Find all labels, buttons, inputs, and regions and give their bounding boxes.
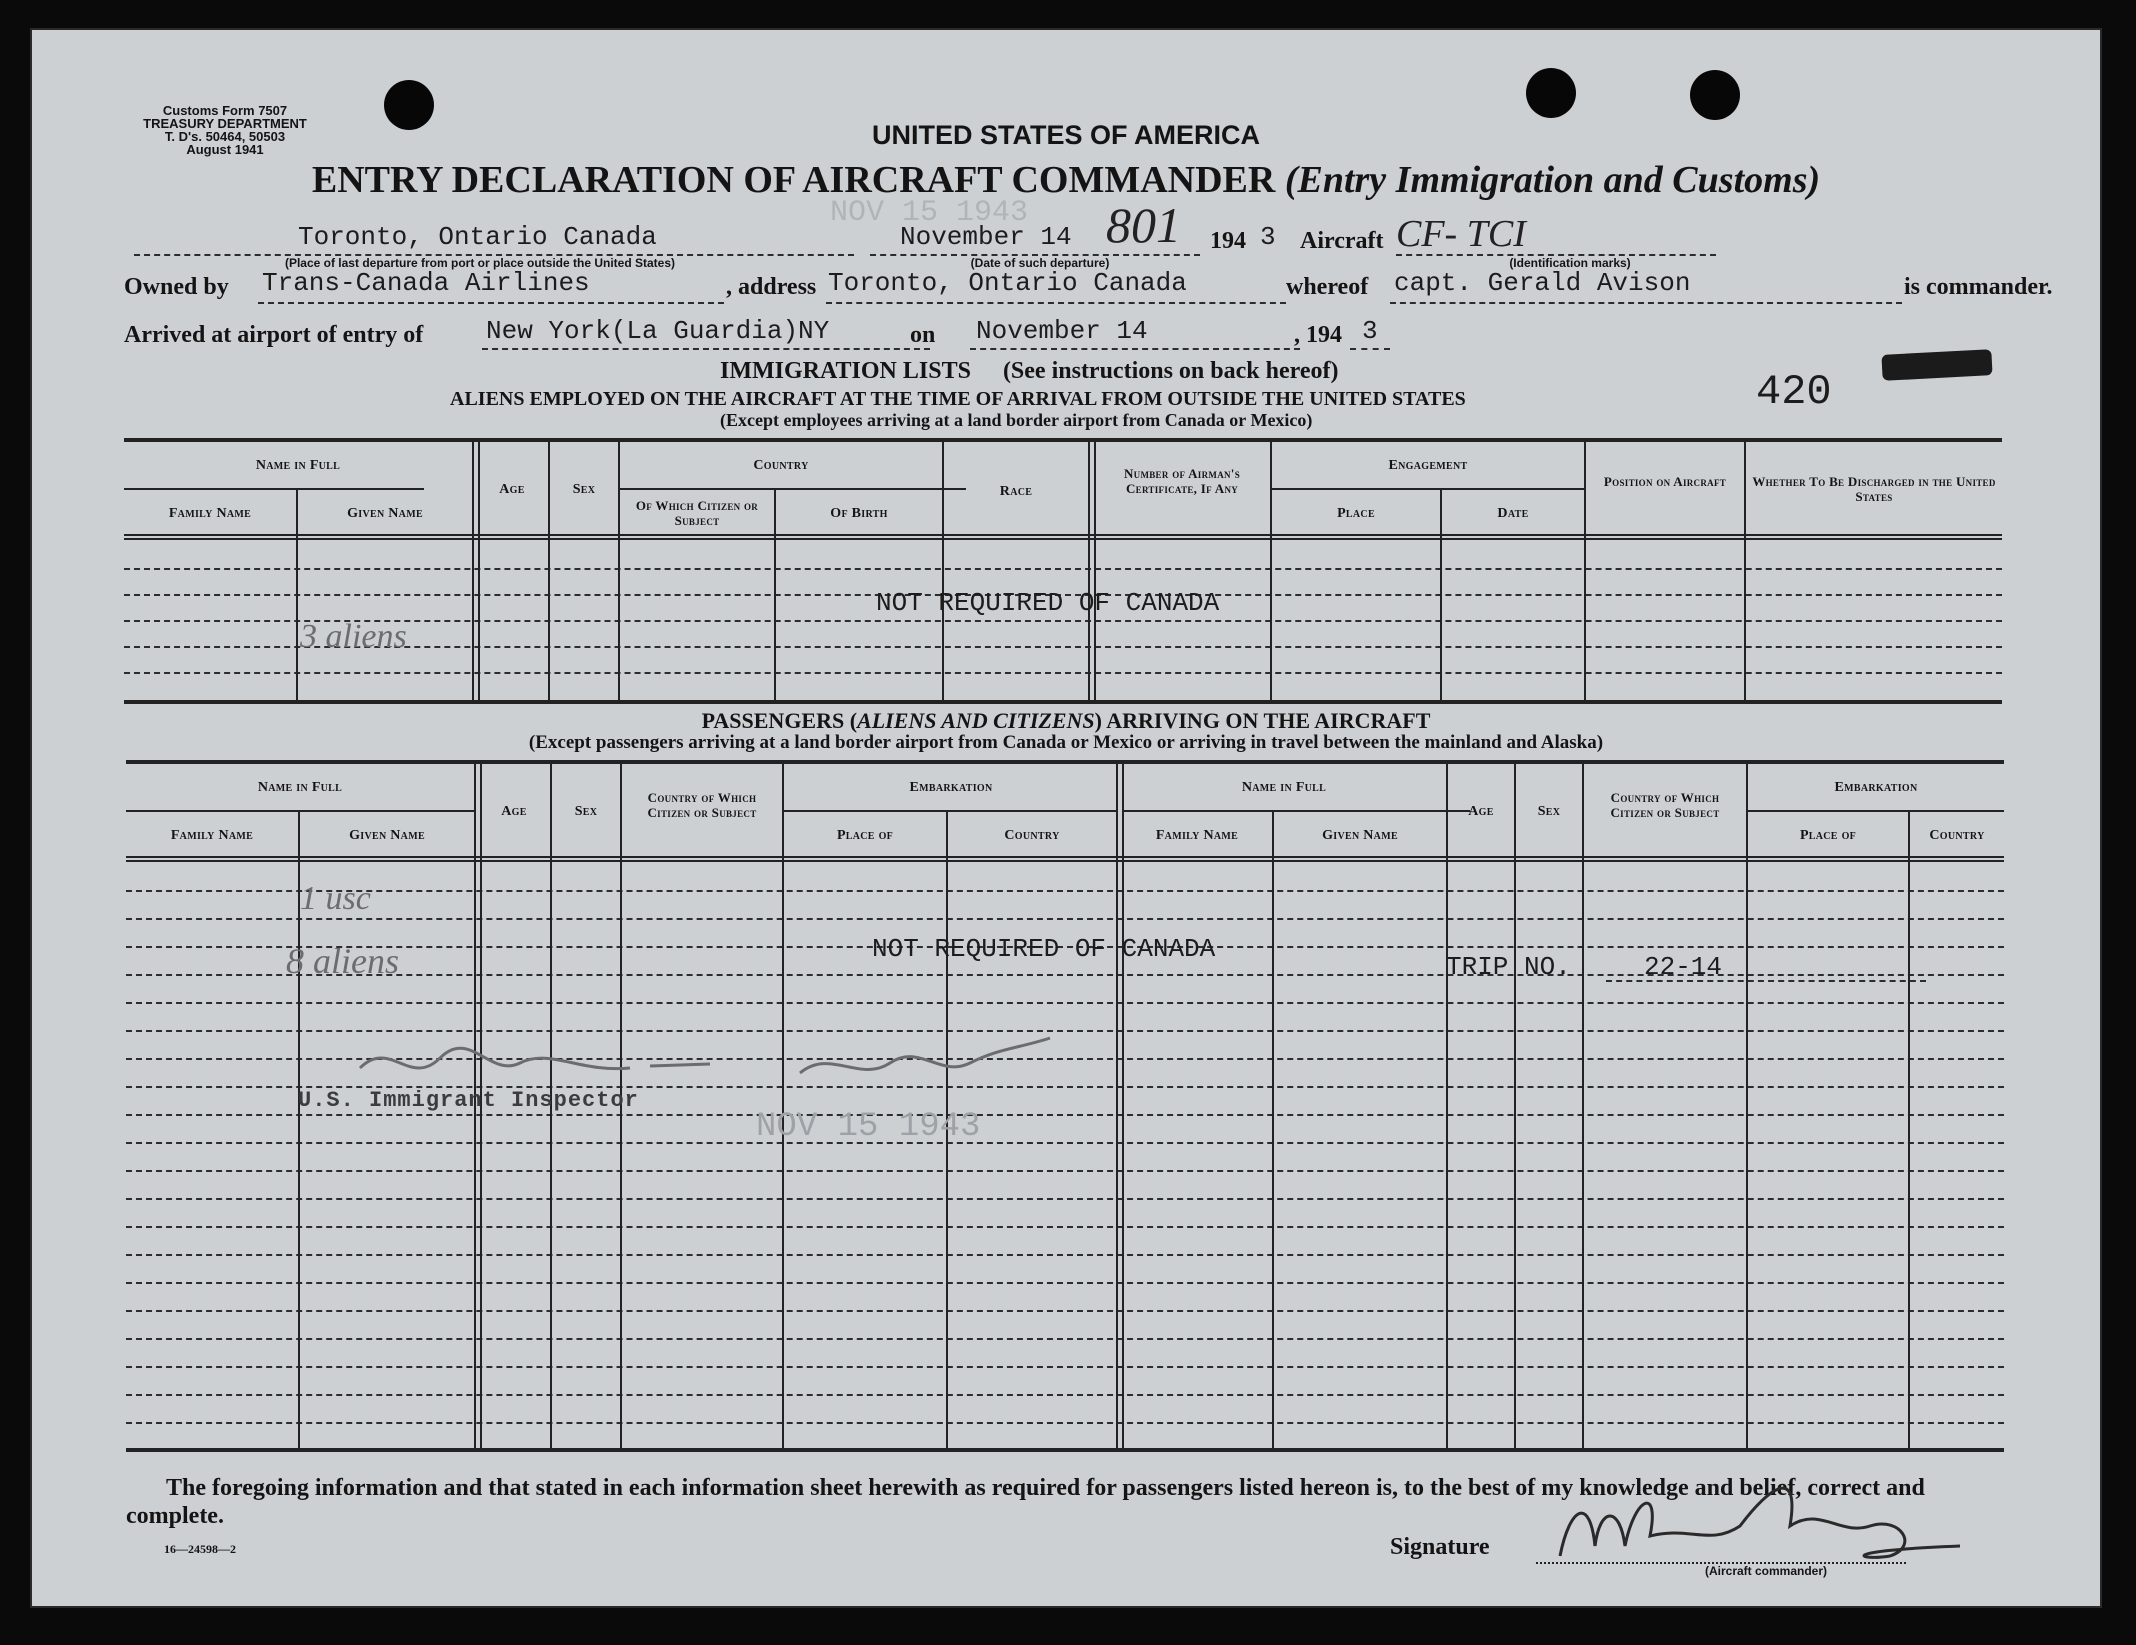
th-p2-age: Age <box>1468 804 1494 819</box>
aircraft-marks: CF- TCI <box>1396 213 1526 255</box>
th-family-name: Family Name <box>168 506 252 521</box>
handwritten-number: 801 <box>1106 197 1181 253</box>
th-of-birth: Of Birth <box>830 506 888 521</box>
th-p2-given-name: Given Name <box>1322 828 1398 843</box>
commander-signature <box>1540 1466 1980 1576</box>
th-p-place-of: Place of <box>836 828 894 843</box>
country-heading: UNITED STATES OF AMERICA <box>872 120 1260 150</box>
th-p-given-name: Given Name <box>349 828 425 843</box>
aircraft-caption: (Identification marks) <box>1509 256 1631 270</box>
th-engagement: Engagement <box>1388 458 1468 473</box>
owner-name: Trans-Canada Airlines <box>262 268 590 298</box>
crew-handwritten-note: 3 aliens <box>300 618 407 655</box>
aircraft-label: Aircraft <box>1300 228 1384 254</box>
th-given-name: Given Name <box>347 506 423 521</box>
th-discharged: Whether To Be Discharged in the United States <box>1752 474 1996 504</box>
print-code: 16—24598—2 <box>164 1542 236 1556</box>
th-p2-family-name: Family Name <box>1155 828 1239 843</box>
trip-number: 22-14 <box>1644 952 1723 982</box>
th-p2-country: Country <box>1929 828 1985 843</box>
passengers-not-required: NOT REQUIRED OF CANADA <box>872 934 1216 964</box>
th-p-name-in-full: Name in Full <box>257 780 343 795</box>
departure-year-digit: 3 <box>1260 222 1276 252</box>
whereof-label: whereof <box>1286 274 1369 300</box>
handwritten-aliens: 8 aliens <box>286 941 399 981</box>
immigration-title: IMMIGRATION LISTS <box>720 358 971 384</box>
th-p2-country-citizen: Country of Which Citizen or Subject <box>1610 790 1720 820</box>
departure-place: Toronto, Ontario Canada <box>298 222 657 252</box>
th-p-country-citizen: Country of Which Citizen or Subject <box>647 790 757 820</box>
th-p2-name-in-full: Name in Full <box>1241 780 1327 795</box>
immigration-subtitle: ALIENS EMPLOYED ON THE AIRCRAFT AT THE TIME OF ARRIVAL FROM OUTSIDE THE UNITED STATES <box>450 388 1466 410</box>
form-title-sub: (Entry Immigration and Customs) <box>1284 159 1821 201</box>
passengers-exception: (Except passengers arriving at a land border airport from Canada or Mexico or arriving in travel between the mainland and Alaska) <box>528 732 1604 753</box>
certification-text: The foregoing information and that stated in each information sheet herewith as required for passengers listed hereon is, to the best of my knowledge and belief, correct and complete. <box>126 1475 1925 1529</box>
crew-not-required: NOT REQUIRED OF CANADA <box>876 588 1220 618</box>
arrival-date: November 14 <box>976 316 1148 346</box>
departure-year-label: 194 <box>1210 228 1246 254</box>
th-certificate: Number of Airman's Certificate, If Any <box>1123 466 1241 496</box>
th-p-embarkation: Embarkation <box>909 780 993 795</box>
form-title-main: ENTRY DECLARATION OF AIRCRAFT COMMANDER <box>311 159 1276 201</box>
signature-label: Signature <box>1390 1534 1490 1560</box>
th-p-country: Country <box>1004 828 1060 843</box>
form-number: Customs Form 7507 <box>162 103 288 118</box>
th-sex: Sex <box>572 482 596 497</box>
received-date-stamp: NOV 15 1943 <box>756 1108 981 1146</box>
trip-label: TRIP NO. <box>1446 952 1571 982</box>
immigration-exception: (Except employees arriving at a land border airport from Canada or Mexico) <box>720 410 1313 430</box>
departure-place-caption: (Place of last departure from port or place outside the United States) <box>284 256 676 270</box>
arrival-year-digit: 3 <box>1362 316 1378 346</box>
th-name-in-full: Name in Full <box>255 458 341 473</box>
th-country: Country <box>753 458 809 473</box>
sheet-number: 420 <box>1756 368 1832 416</box>
th-position: Position on Aircraft <box>1603 474 1727 489</box>
th-p-sex: Sex <box>574 804 598 819</box>
form-title <box>30 158 2102 202</box>
th-place: Place <box>1337 506 1375 521</box>
departure-date-caption: (Date of such departure) <box>970 256 1110 270</box>
commander-name: capt. Gerald Avison <box>1394 268 1691 298</box>
arrival-year-label: , 194 <box>1294 322 1342 348</box>
form-date: August 1941 <box>186 142 264 157</box>
immigration-heading <box>720 358 1338 385</box>
th-p2-sex: Sex <box>1537 804 1561 819</box>
punch-hole <box>1526 68 1576 118</box>
department: TREASURY DEPARTMENT <box>143 116 307 131</box>
punch-hole <box>1690 70 1740 120</box>
address-label: , address <box>726 274 817 300</box>
th-p2-place-of: Place of <box>1799 828 1857 843</box>
received-date-stamp-faint: NOV 15 1943 <box>830 196 1029 230</box>
th-p-family-name: Family Name <box>170 828 254 843</box>
declaration-sheet <box>30 28 2102 1608</box>
handwritten-usc: 1 usc <box>300 880 371 917</box>
th-age: Age <box>499 482 525 497</box>
th-citizen-of: Of Which Citizen or Subject <box>635 498 759 528</box>
commander-suffix: is commander. <box>1904 274 2053 300</box>
th-p-age: Age <box>501 804 527 819</box>
owned-by-label: Owned by <box>124 274 229 300</box>
owner-address: Toronto, Ontario Canada <box>828 268 1187 298</box>
departure-date: November 14 <box>900 222 1072 252</box>
th-race: Race <box>999 484 1033 499</box>
inspector-stamp: U.S. Immigrant Inspector <box>298 1088 639 1113</box>
passengers-title: PASSENGERS (ALIENS AND CITIZENS) ARRIVING ON THE AIRCRAFT <box>701 708 1431 733</box>
treasury-decisions: T. D's. 50464, 50503 <box>164 129 286 144</box>
arrival-label: Arrived at airport of entry of <box>124 322 424 348</box>
th-p2-embarkation: Embarkation <box>1834 780 1918 795</box>
redaction-mark <box>1881 349 1992 381</box>
arrival-airport: New York(La Guardia)NY <box>486 316 830 346</box>
signature-caption: (Aircraft commander) <box>1704 1564 1828 1578</box>
immigration-instructions: (See instructions on back hereof) <box>1002 358 1339 384</box>
th-date: Date <box>1497 506 1529 521</box>
arrival-on-label: on <box>910 322 936 348</box>
